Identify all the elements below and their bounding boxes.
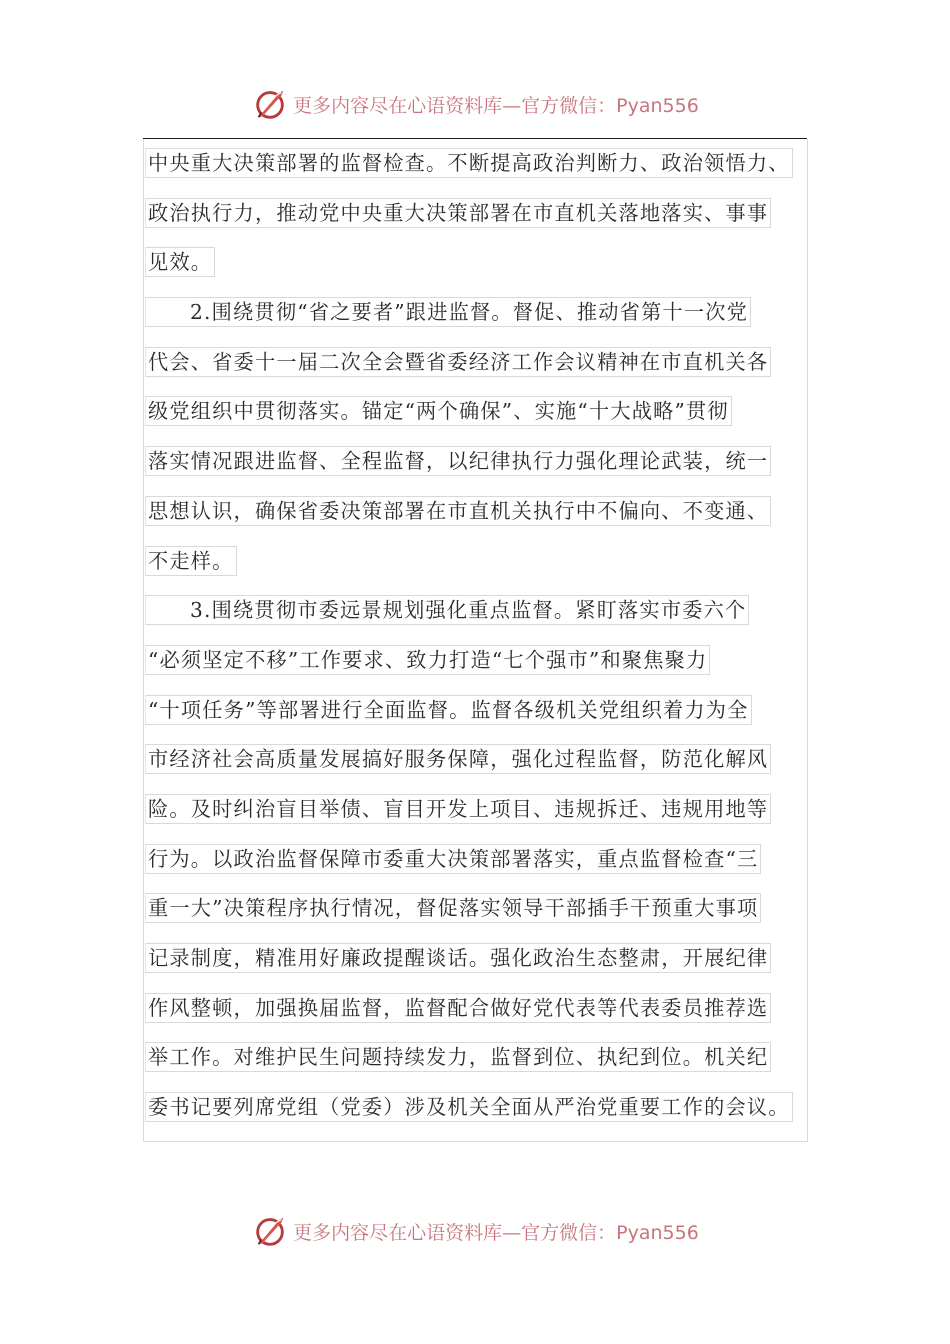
- footer-banner-label: 更多内容尽在心语资料库—官方微信：: [293, 1221, 617, 1244]
- text-line-content: 重一大”决策程序执行情况，督促落实领导干部插手干预重大事项: [145, 893, 761, 923]
- text-line-content: 2.围绕贯彻“省之要者”跟进监督。督促、推动省第十一次党: [145, 297, 751, 327]
- text-line: [145, 744, 817, 794]
- text-line: [145, 1092, 817, 1142]
- text-line-content: 不走样。: [145, 546, 237, 576]
- text-line: [145, 198, 817, 248]
- text-line-content: 作风整顿，加强换届监督，监督配合做好党代表等代表委员推荐选: [145, 993, 771, 1023]
- text-line-content: 险。及时纠治盲目举债、盲目开发上项目、违规拆迁、违规用地等: [145, 794, 771, 824]
- header-wechat-id: Pyan556: [616, 94, 699, 117]
- footer-wechat-id: Pyan556: [616, 1221, 699, 1244]
- footer-banner: [0, 1209, 950, 1253]
- text-line-content: 市经济社会高质量发展搞好服务保障，强化过程监督，防范化解风: [145, 744, 771, 774]
- text-line: [145, 297, 817, 347]
- text-line: [145, 247, 817, 297]
- text-line: [145, 993, 817, 1043]
- text-line: [145, 1042, 817, 1092]
- text-line-content: 记录制度，精准用好廉政提醒谈话。强化政治生态整肃，开展纪律: [145, 943, 771, 973]
- document-body: [145, 148, 817, 1142]
- text-line: [145, 446, 817, 496]
- text-line: [145, 148, 817, 198]
- text-line: [145, 347, 817, 397]
- header-banner-label: 更多内容尽在心语资料库—官方微信：: [293, 94, 617, 117]
- footer-banner-text: [293, 1218, 699, 1245]
- text-line-content: 行为。以政治监督保障市委重大决策部署落实，重点监督检查“三: [145, 844, 761, 874]
- text-line: [145, 396, 817, 446]
- text-line-content: 委书记要列席党组（党委）涉及机关全面从严治党重要工作的会议。: [145, 1092, 793, 1122]
- text-line: [145, 695, 817, 745]
- text-line: [145, 844, 817, 894]
- text-line: [145, 546, 817, 596]
- quill-logo-icon: [251, 85, 289, 123]
- text-line-content: 政治执行力，推动党中央重大决策部署在市直机关落地落实、事事: [145, 198, 771, 228]
- text-line: [145, 645, 817, 695]
- text-line-content: 举工作。对维护民生问题持续发力，监督到位、执纪到位。机关纪: [145, 1042, 771, 1072]
- header-banner: [0, 82, 950, 126]
- text-line: [145, 794, 817, 844]
- text-line-content: “必须坚定不移”工作要求、致力打造“七个强市”和聚焦聚力: [145, 645, 710, 675]
- text-line-content: 见效。: [145, 247, 215, 277]
- text-line-content: 落实情况跟进监督、全程监督，以纪律执行力强化理论武装，统一: [145, 446, 771, 476]
- text-line: [145, 496, 817, 546]
- text-line-content: 代会、省委十一届二次全会暨省委经济工作会议精神在市直机关各: [145, 347, 771, 377]
- text-line-content: 中央重大决策部署的监督检查。不断提高政治判断力、政治领悟力、: [145, 148, 793, 178]
- text-line-content: 级党组织中贯彻落实。锚定“两个确保”、实施“十大战略”贯彻: [145, 396, 732, 426]
- text-line: [145, 893, 817, 943]
- header-banner-text: [293, 91, 699, 118]
- quill-logo-icon: [251, 1212, 289, 1250]
- text-line-content: 思想认识，确保省委决策部署在市直机关执行中不偏向、不变通、: [145, 496, 771, 526]
- text-line-content: “十项任务”等部署进行全面监督。监督各级机关党组织着力为全: [145, 695, 752, 725]
- text-line: [145, 595, 817, 645]
- text-line: [145, 943, 817, 993]
- text-line-content: 3.围绕贯彻市委远景规划强化重点监督。紧盯落实市委六个: [145, 595, 749, 625]
